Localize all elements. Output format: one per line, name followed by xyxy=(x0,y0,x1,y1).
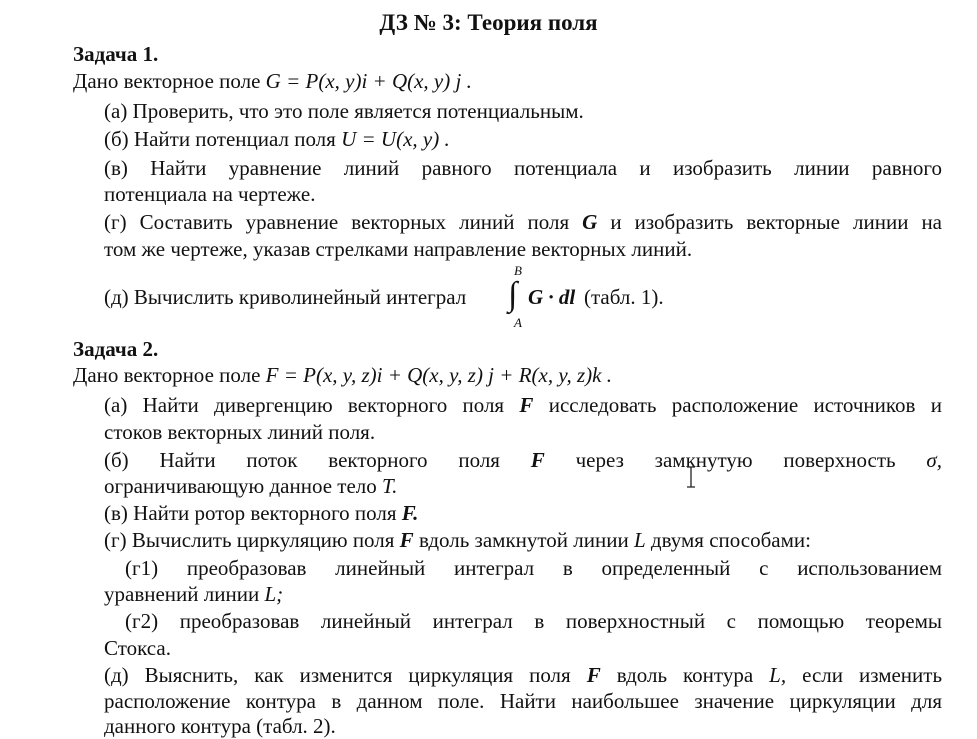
task1-item-d-post: и изобразить векторные линии на xyxy=(610,210,943,234)
task2-item-g1-line2-text: уравнений линии xyxy=(104,582,260,606)
task2-item-b-line2 xyxy=(104,473,397,499)
task2-item-c-text: (в) Найти ротор векторного поля xyxy=(104,501,397,525)
task2-item-b-F: F xyxy=(530,448,545,472)
task2-item-b-post: через замкнутую поверхность xyxy=(575,448,896,472)
task1-item-e-ref: (табл. 1). xyxy=(584,285,664,309)
task2-item-a-F: F xyxy=(519,393,534,417)
task1-item-d-line2: том же чертеже, указав стрелками направление векторных линий. xyxy=(104,237,693,261)
task2-item-e-line1 xyxy=(104,662,942,688)
task2-item-a-line2: стоков векторных линий поля. xyxy=(104,420,376,444)
integral-upper-limit: B xyxy=(514,263,522,278)
task2-item-e-L: L, xyxy=(769,663,787,687)
task2-item-e-line3: данного контура (табл. 2). xyxy=(104,714,336,738)
task2-item-b-pre: (б) Найти поток векторного поля xyxy=(104,448,500,472)
task1-item-b-formula: U = U(x, y) . xyxy=(341,127,450,151)
task2-item-g2-line2: Стокса. xyxy=(104,636,171,660)
task2-item-e-post: если изменить xyxy=(802,663,943,687)
task2-intro-text: Дано векторное поле xyxy=(73,363,261,387)
text-cursor-icon xyxy=(686,466,696,488)
task2-item-e-pre: (д) Выяснить, как изменится циркуляция поля xyxy=(104,663,571,687)
task1-item-c-line1: (в) Найти уравнение линий равного потенциала и изобразить линии равного xyxy=(104,156,942,180)
task2-item-c xyxy=(104,500,418,526)
task2-item-d-L: L xyxy=(633,528,646,552)
task1-item-b-text: (б) Найти потенциал поля xyxy=(104,127,336,151)
task2-item-a-line1 xyxy=(104,392,942,418)
task2-item-g1-line1: (г1) преобразовав линейный интеграл в определенный с использованием xyxy=(125,556,942,580)
integral-integrand: G · dl xyxy=(528,285,576,309)
task2-item-g1-L: L; xyxy=(264,582,284,606)
task2-item-e-F: F xyxy=(586,663,601,687)
task2-item-b-sigma: σ, xyxy=(926,448,943,472)
task2-intro xyxy=(73,362,612,388)
task2-item-d-post: двумя способами: xyxy=(650,528,811,552)
task1-intro-text: Дано векторное поле xyxy=(73,69,261,93)
task1-item-b xyxy=(104,126,450,152)
task1-item-d-line1 xyxy=(104,209,942,235)
task2-item-d xyxy=(104,527,811,553)
task2-item-e-mid: вдоль контура xyxy=(616,663,754,687)
task2-item-b-line2-text: ограничивающую данное тело xyxy=(104,474,377,498)
task1-intro xyxy=(73,68,472,94)
task1-header: Задача 1. xyxy=(73,42,159,66)
task2-item-d-mid: вдоль замкнутой линии xyxy=(418,528,629,552)
task2-item-b-T: T. xyxy=(382,474,398,498)
task1-formula-G: G = P(x, y)i + Q(x, y) j . xyxy=(265,69,472,93)
task1-item-c-line2: потенциала на чертеже. xyxy=(104,182,316,206)
task2-item-e-line2: расположение контура в данном поле. Найти наибольшее значение циркуляции для xyxy=(104,689,942,713)
integral-lower-limit: A xyxy=(514,315,522,330)
task2-item-d-pre: (г) Вычислить циркуляцию поля xyxy=(104,528,395,552)
task1-item-d-pre: (г) Составить уравнение векторных линий поля xyxy=(104,210,570,234)
task1-item-d-G: G xyxy=(582,210,598,234)
task1-item-e-text: (д) Вычислить криволинейный интеграл xyxy=(104,285,467,309)
integral-sign-icon: ∫ xyxy=(508,276,518,313)
task2-item-d-F: F xyxy=(399,528,414,552)
task1-item-a: (а) Проверить, что это поле является потенциальным. xyxy=(104,99,584,123)
task2-item-g1-line2 xyxy=(104,581,283,607)
task2-formula-F: F = P(x, y, z)i + Q(x, y, z) j + R(x, y, z)k . xyxy=(265,363,612,387)
task2-item-a-post: исследовать расположение источников и xyxy=(548,393,942,417)
task2-item-a-pre: (а) Найти дивергенцию векторного поля xyxy=(104,393,505,417)
task2-header: Задача 2. xyxy=(73,337,159,361)
task2-item-c-F: F. xyxy=(401,501,419,525)
task2-item-b-line1 xyxy=(104,447,942,473)
task2-item-g2-line1: (г2) преобразовав линейный интеграл в поверхностный с помощью теоремы xyxy=(125,609,942,633)
page-title: ДЗ № 3: Теория поля xyxy=(379,10,598,35)
